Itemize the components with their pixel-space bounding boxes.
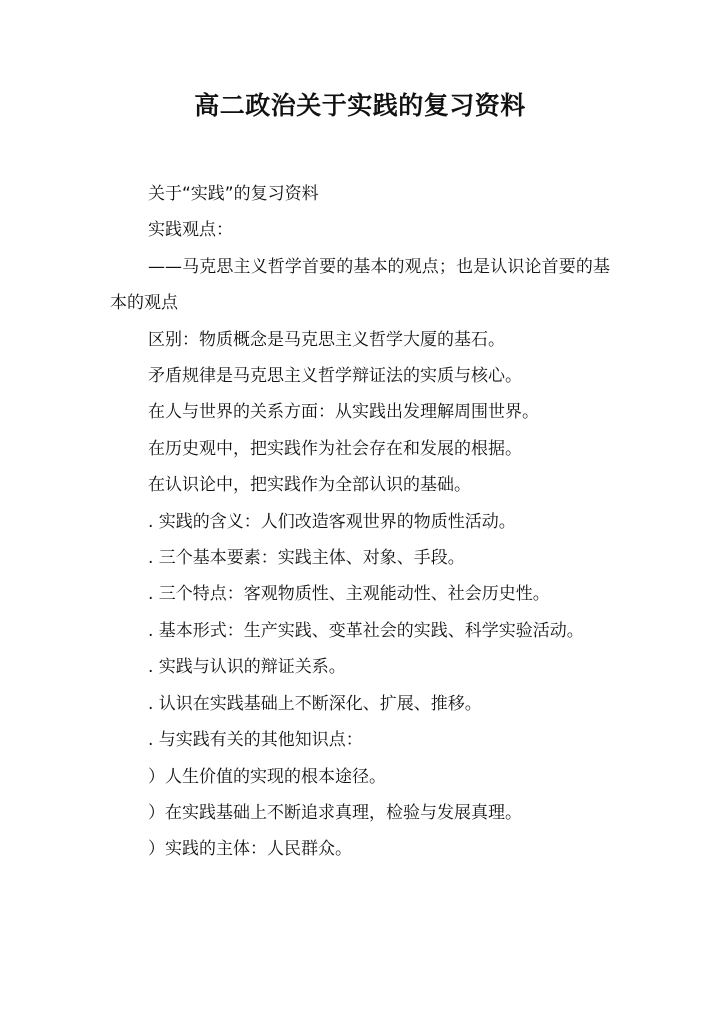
paragraph: ）人生价值的实现的根本途径。	[148, 766, 386, 787]
paragraph: . 三个基本要素：实践主体、对象、手段。	[148, 548, 465, 569]
paragraph: 在认识论中，把实践作为全部认识的基础。	[148, 475, 471, 496]
paragraph: . 实践与认识的辩证关系。	[148, 657, 346, 678]
paragraph: . 与实践有关的其他知识点：	[148, 730, 363, 751]
paragraph: 区别：物质概念是马克思主义哲学大厦的基石。	[148, 329, 505, 350]
paragraph: 在人与世界的关系方面：从实践出发理解周围世界。	[148, 402, 539, 423]
paragraph: ）在实践基础上不断追求真理，检验与发展真理。	[148, 802, 522, 823]
paragraph: 矛盾规律是马克思主义哲学辩证法的实质与核心。	[148, 366, 522, 387]
paragraph: . 三个特点：客观物质性、主观能动性、社会历史性。	[148, 584, 550, 605]
paragraph: 在历史观中，把实践作为社会存在和发展的根据。	[148, 438, 522, 459]
document-body	[110, 176, 610, 868]
paragraph: . 实践的含义：人们改造客观世界的物质性活动。	[148, 511, 516, 532]
paragraph: . 基本形式：生产实践、变革社会的实践、科学实验活动。	[148, 620, 584, 641]
paragraph: ——马克思主义哲学首要的基本的观点；也是认识论首要的基本的观点	[110, 256, 610, 314]
paragraph: 关于“实践”的复习资料	[148, 184, 319, 204]
paragraph: 实践观点：	[148, 220, 233, 241]
paragraph: ）实践的主体：人民群众。	[148, 839, 352, 860]
paragraph: . 认识在实践基础上不断深化、扩展、推移。	[148, 693, 482, 714]
document-title: 高二政治关于实践的复习资料	[194, 91, 526, 120]
